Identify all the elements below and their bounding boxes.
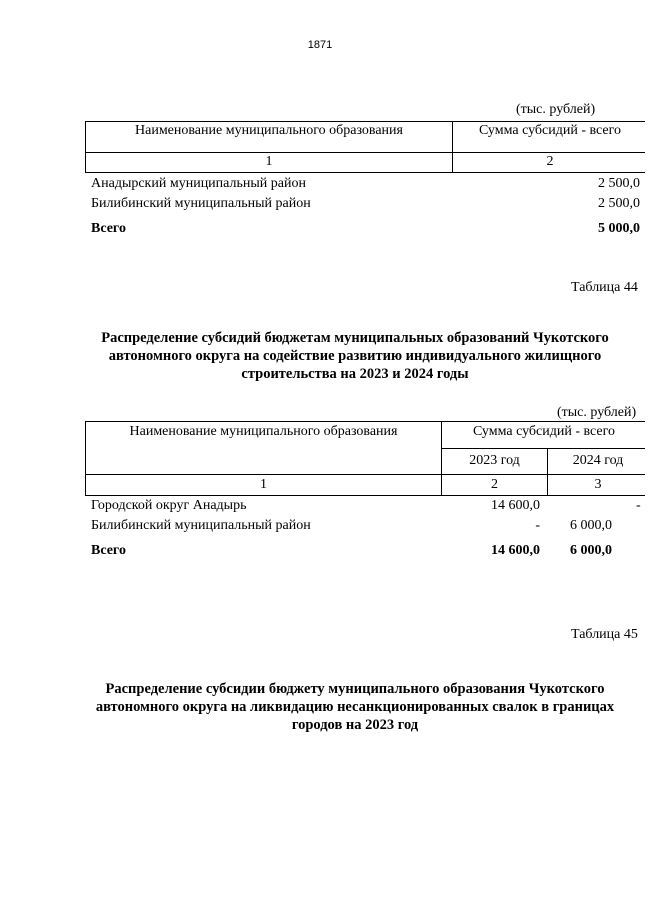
row-name: Анадырский муниципальный район	[91, 176, 306, 191]
row-value-2023: -	[535, 518, 540, 533]
col-number: 1	[260, 477, 267, 492]
header-total: Сумма субсидий - всего	[478, 123, 622, 138]
page-number: 1871	[307, 39, 333, 51]
col-number: 1	[265, 154, 273, 169]
row-value: 2 500,0	[598, 176, 640, 191]
header-total: Сумма субсидий - всего	[472, 424, 616, 439]
total-value-2023: 14 600,0	[491, 543, 540, 558]
header-year-2024: 2024 год	[572, 453, 624, 468]
title-line: автономного округа на ликвидацию несанкционированных свалок в границах	[95, 699, 615, 715]
row-value-2024: 6 000,0	[570, 518, 612, 533]
header-year-2023: 2023 год	[469, 453, 520, 468]
row-value-2024: -	[636, 498, 641, 513]
row-name: Билибинский муниципальный район	[91, 196, 311, 211]
title-line: Распределение субсидии бюджету муниципального образования Чукотского	[105, 681, 605, 697]
title-line: Распределение субсидий бюджетам муниципальных образований Чукотского	[101, 330, 609, 346]
row-name: Билибинский муниципальный район	[91, 518, 311, 533]
unit-label: (тыс. рублей)	[557, 405, 637, 420]
total-value-2024: 6 000,0	[570, 543, 612, 558]
title-line: городов на 2023 год	[291, 717, 419, 733]
row-value: 2 500,0	[598, 196, 640, 211]
header-name: Наименование муниципального образования	[129, 424, 398, 439]
row-name: Городской округ Анадырь	[91, 498, 247, 513]
title-line: строительства на 2023 и 2024 годы	[241, 366, 469, 382]
title-line: автономного округа на содействие развитию индивидуального жилищного	[108, 348, 602, 364]
header-name: Наименование муниципального образования	[135, 123, 403, 138]
total-value: 5 000,0	[598, 221, 640, 236]
row-value-2023: 14 600,0	[491, 498, 540, 513]
col-number: 2	[491, 477, 498, 492]
total-label: Всего	[91, 543, 126, 558]
table-label: Таблица 44	[571, 280, 638, 295]
col-number: 2	[546, 154, 554, 169]
unit-label: (тыс. рублей)	[516, 102, 596, 117]
table-title	[70, 680, 640, 734]
table-label: Таблица 45	[571, 627, 638, 642]
total-label: Всего	[91, 221, 126, 236]
table-title	[70, 329, 640, 383]
col-number: 3	[594, 477, 602, 492]
